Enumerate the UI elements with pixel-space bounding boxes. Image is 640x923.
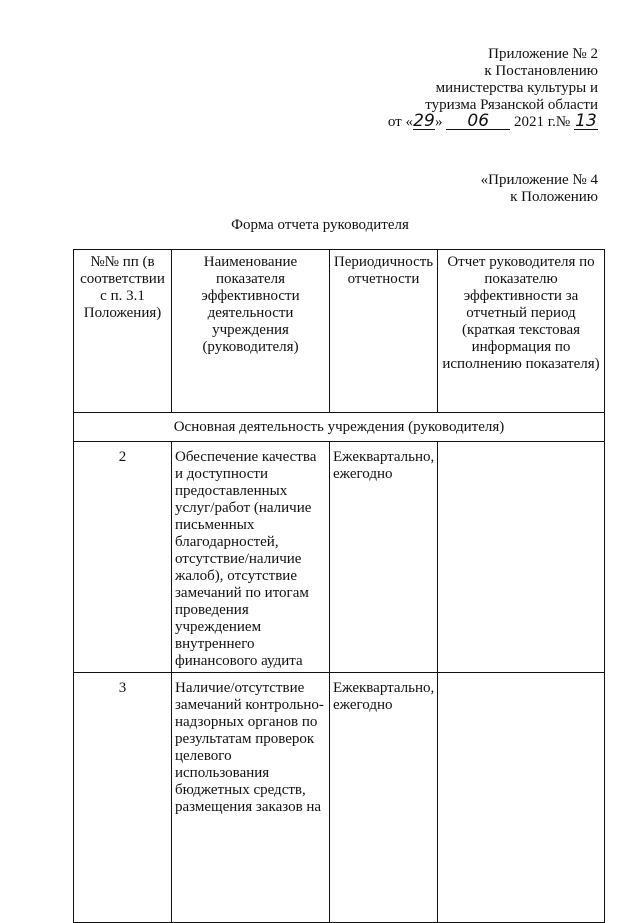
header-line-appendix: Приложение № 2 — [488, 46, 598, 62]
header-line-region: туризма Рязанской области — [425, 97, 598, 113]
header-line-ministry: министерства культуры и — [435, 80, 598, 96]
report-table — [73, 249, 605, 923]
date-month: 06 — [446, 114, 510, 130]
date-prefix: от « — [387, 114, 413, 130]
date-year: 2021 г.№ — [513, 114, 571, 130]
header-block — [298, 46, 598, 131]
document-number: 13 — [575, 111, 597, 131]
column-header-number: №№ пп (в соответствии с п. 3.1 Положения) — [74, 250, 172, 413]
date-separator: » — [434, 114, 443, 130]
column-header-indicator: Наименование показателя эффективности деятельности учреждения (руководителя) — [172, 250, 330, 413]
row-period: Ежеквартально, ежегодно — [330, 673, 438, 923]
date-day: 29 — [413, 111, 435, 131]
row-indicator: Наличие/отсутствие замечаний контрольно-надзорных органов по результатам проверок целевого использования бюджетных средств, размещения заказов на — [172, 673, 330, 923]
table-header-row — [74, 250, 605, 413]
appendix-line-title: «Приложение № 4 — [480, 172, 598, 188]
table-section-row — [74, 413, 605, 442]
column-header-report: Отчет руководителя по показателю эффективности за отчетный период (краткая текстовая информация по исполнению показателя) — [438, 250, 605, 413]
row-number: 2 — [74, 442, 172, 673]
form-title: Форма отчета руководителя — [231, 217, 409, 233]
appendix-block — [298, 172, 598, 206]
row-report — [438, 673, 605, 923]
row-indicator: Обеспечение качества и доступности предоставленных услуг/работ (наличие письменных благодарностей, отсутствие/наличие жалоб), отсутствие замечаний по итогам проведения учреждением внутреннего финансового аудита — [172, 442, 330, 673]
table-row — [74, 442, 605, 673]
header-line-resolution: к Постановлению — [484, 63, 598, 79]
row-number: 3 — [74, 673, 172, 923]
column-header-period: Периодичность отчетности — [330, 250, 438, 413]
section-title: Основная деятельность учреждения (руководителя) — [74, 413, 605, 442]
row-report — [438, 442, 605, 673]
row-period: Ежеквартально, ежегодно — [330, 442, 438, 673]
appendix-line-regulation: к Положению — [510, 189, 598, 205]
header-date-line — [298, 111, 598, 131]
table-row — [74, 673, 605, 923]
